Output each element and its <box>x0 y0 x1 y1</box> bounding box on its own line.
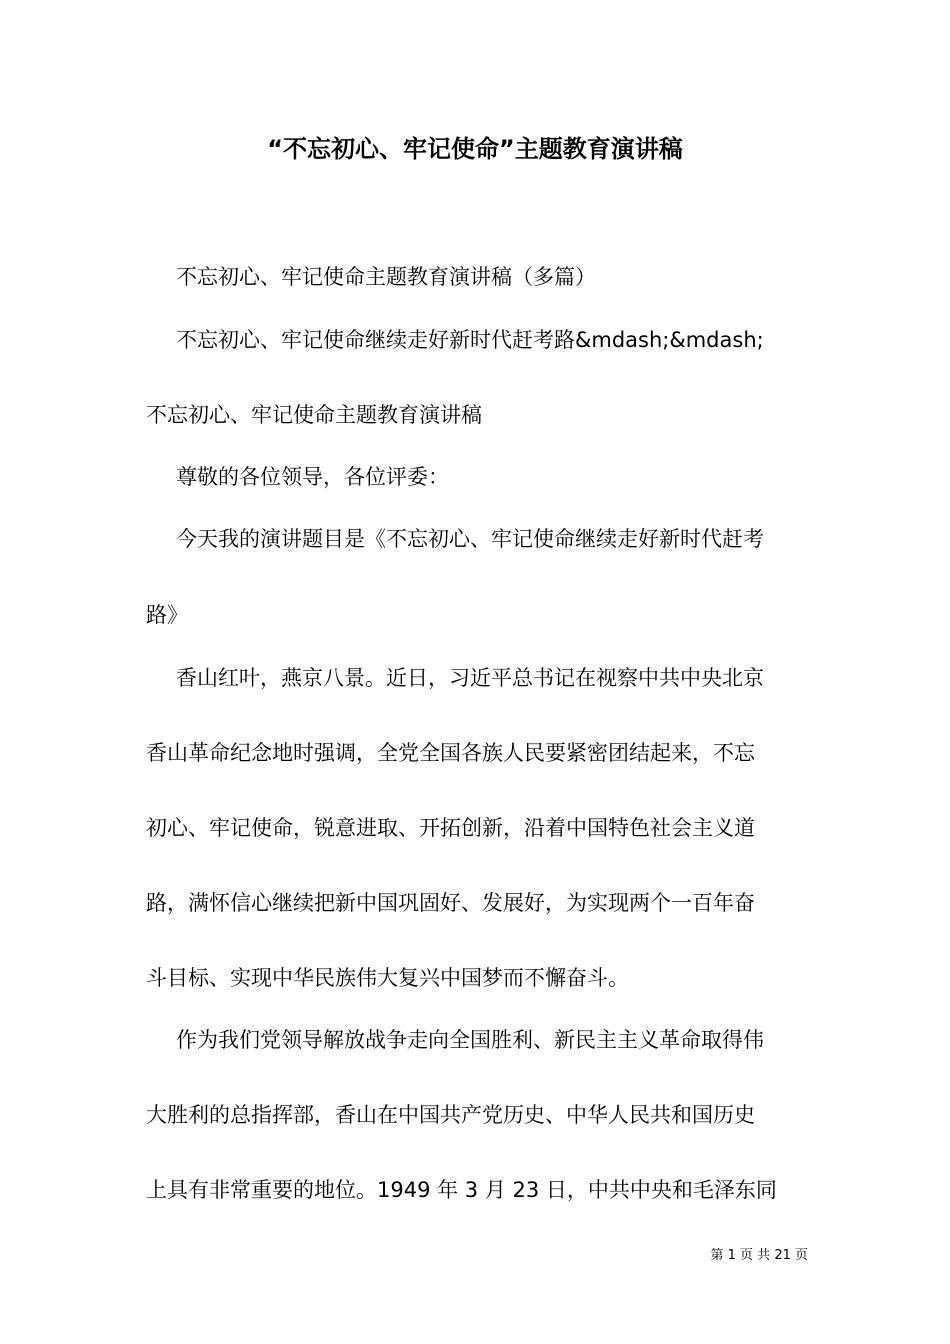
paragraph-line: 今天我的演讲题目是《不忘初心、牢记使命继续走好新时代赶考 <box>176 527 764 551</box>
paragraph-line: 上具有非常重要的地位。1949 年 3 月 23 日，中共中央和毛泽东同 <box>146 1178 777 1202</box>
paragraph-line: 不忘初心、牢记使命主题教育演讲稿 <box>146 403 482 427</box>
paragraph-line: 香山红叶，燕京八景。近日，习近平总书记在视察中共中央北京 <box>176 666 764 690</box>
paragraph-line: 路，满怀信心继续把新中国巩固好、发展好，为实现两个一百年奋 <box>146 891 755 915</box>
paragraph-line: 不忘初心、牢记使命继续走好新时代赶考路&mdash;&mdash; <box>176 328 764 352</box>
paragraph-line: 路》 <box>146 603 188 627</box>
paragraph-line: 大胜利的总指挥部，香山在中国共产党历史、中华人民共和国历史 <box>146 1103 755 1127</box>
greeting-line: 尊敬的各位领导，各位评委： <box>176 465 449 489</box>
paragraph-line: 香山革命纪念地时强调，全党全国各族人民要紧密团结起来，不忘 <box>146 741 755 765</box>
paragraph-line: 作为我们党领导解放战争走向全国胜利、新民主主义革命取得伟 <box>176 1028 764 1052</box>
page-number: 第 1 页 共 21 页 <box>710 1248 808 1263</box>
paragraph-line: 初心、牢记使命，锐意进取、开拓创新，沿着中国特色社会主义道 <box>146 816 755 840</box>
paragraph-line: 斗目标、实现中华民族伟大复兴中国梦而不懈奋斗。 <box>146 966 629 990</box>
document-title: “不忘初心、牢记使命”主题教育演讲稿 <box>267 135 683 163</box>
subtitle-line: 不忘初心、牢记使命主题教育演讲稿（多篇） <box>176 265 596 289</box>
